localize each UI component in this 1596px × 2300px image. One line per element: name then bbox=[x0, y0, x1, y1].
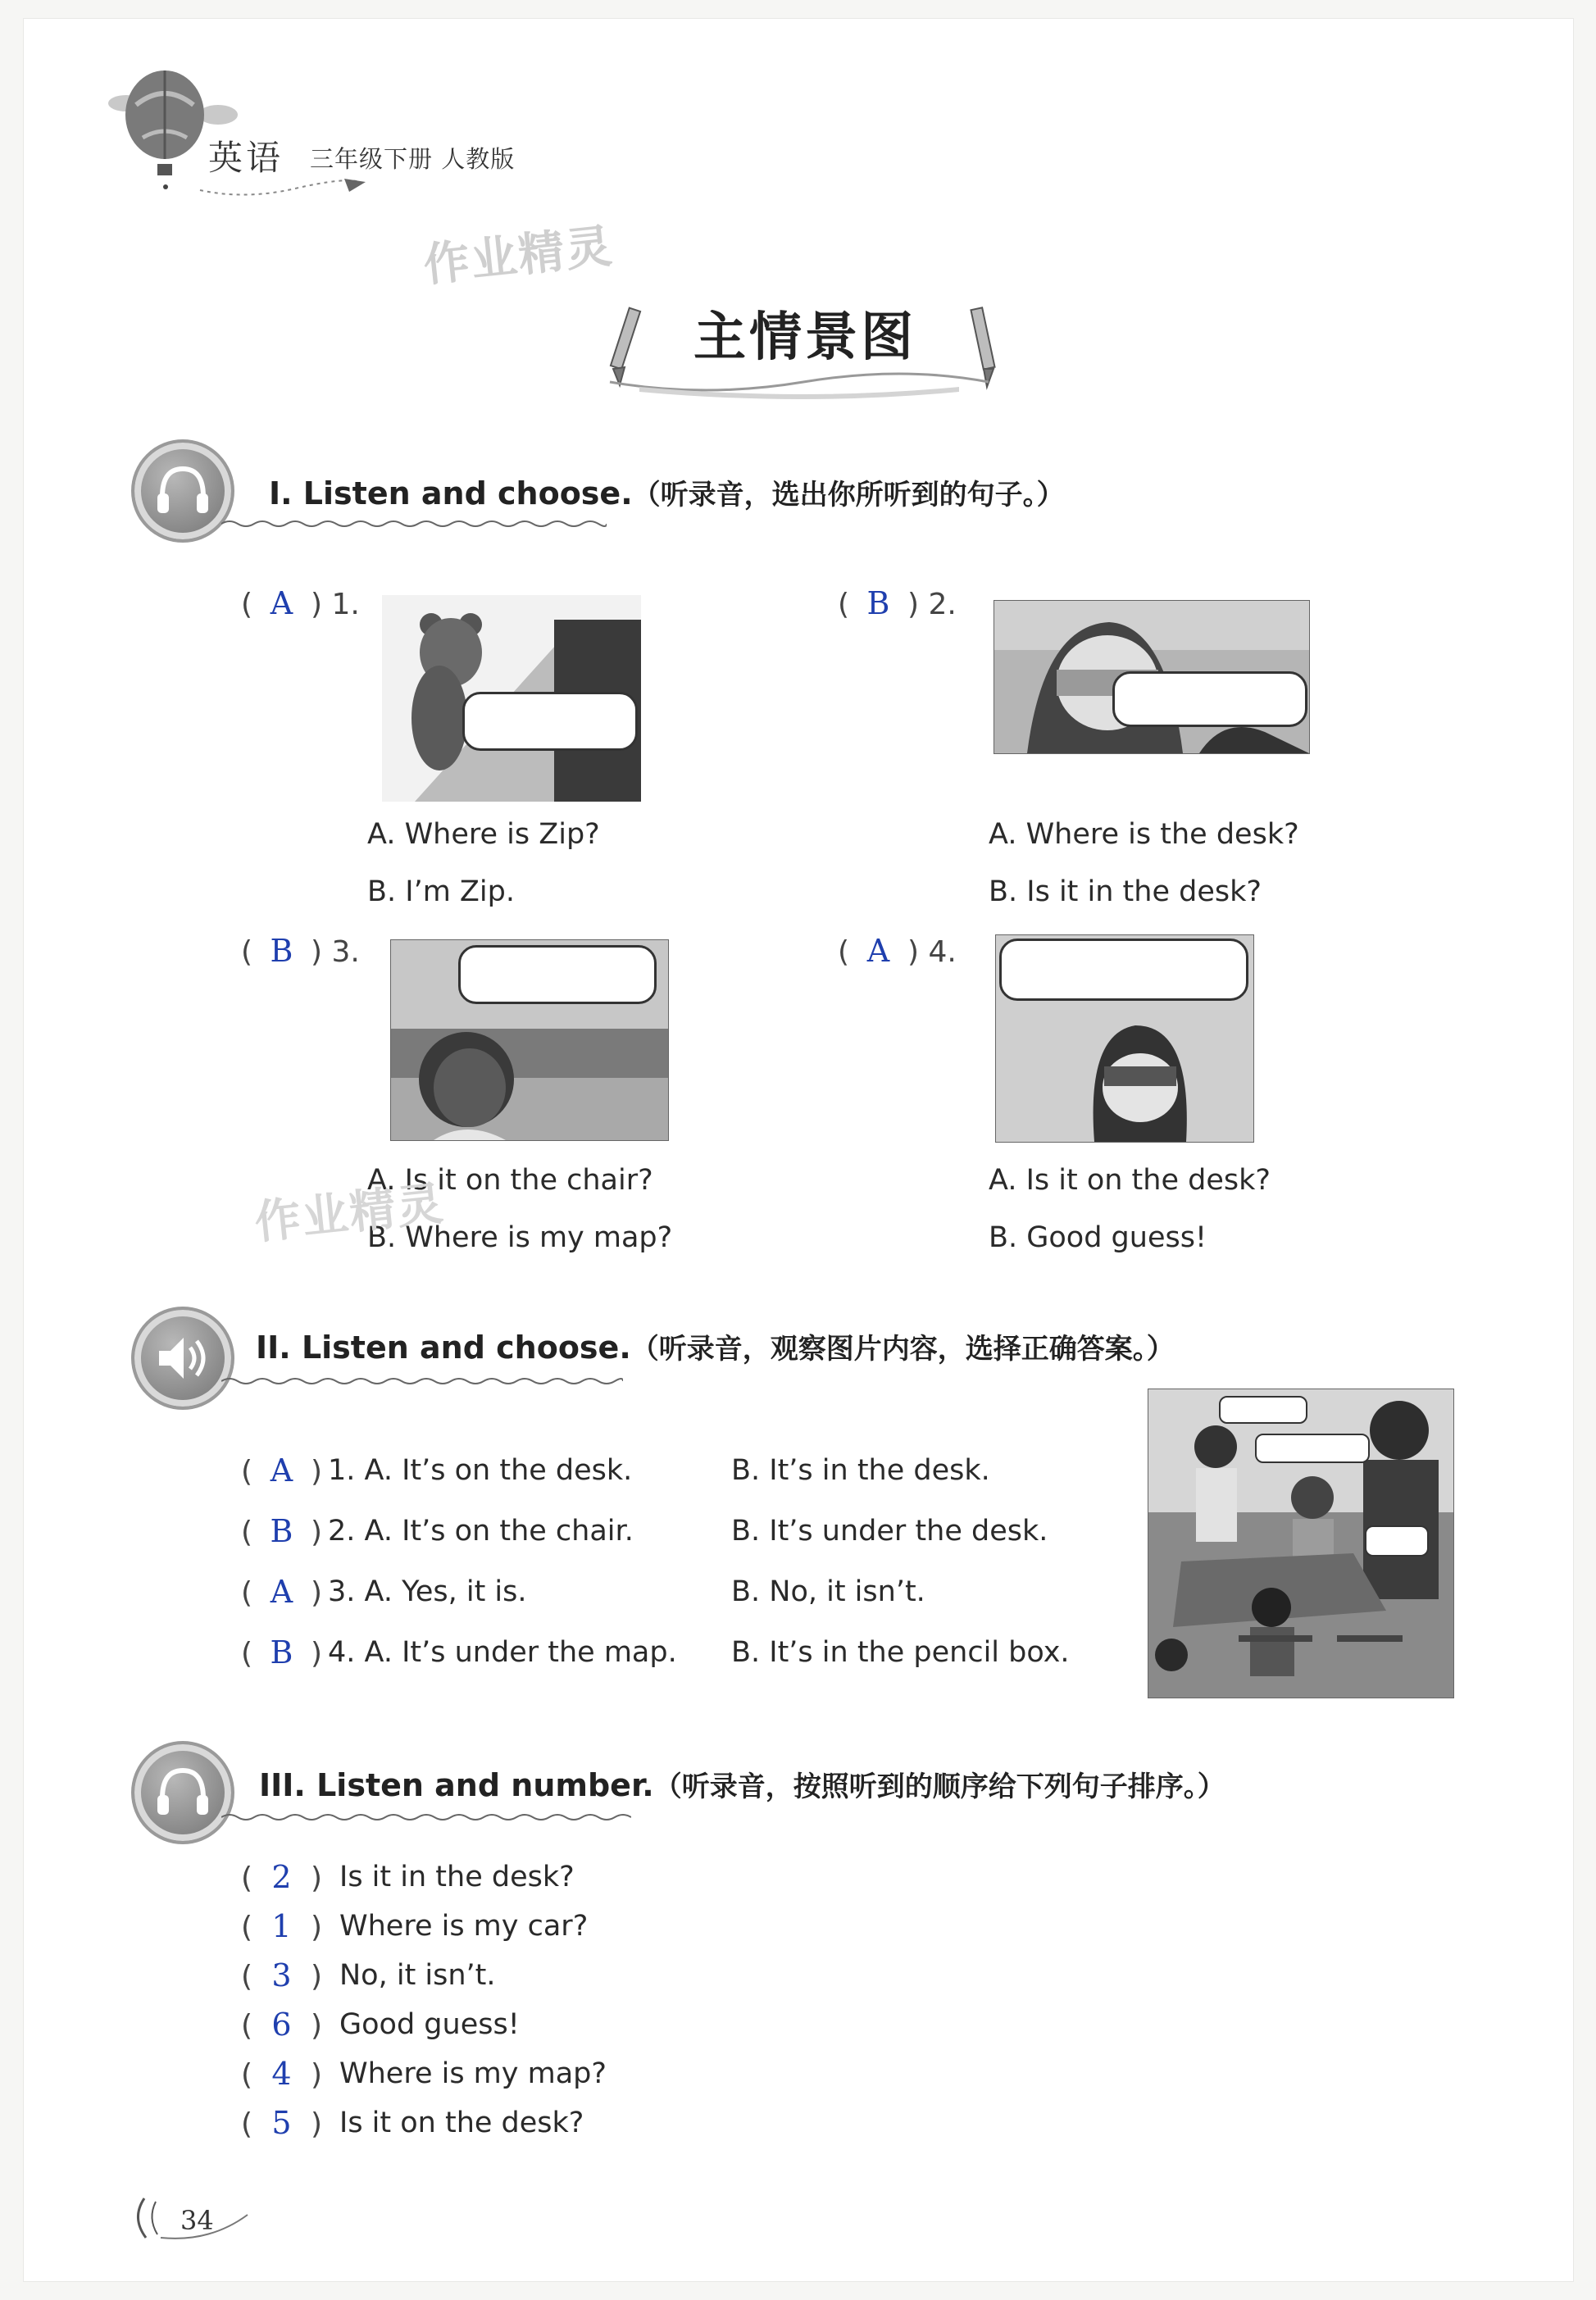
section1-wave-line bbox=[221, 516, 607, 526]
s1-q4-picture bbox=[995, 934, 1254, 1143]
s1-q2-option-b: B. Is it in the desk? bbox=[989, 875, 1262, 908]
s3-item6-text: Is it on the desk? bbox=[339, 2107, 584, 2139]
s1-q3-answer-slot[interactable]: ( B ) 3. bbox=[241, 933, 360, 969]
s3-item3-answer: 3 bbox=[271, 1957, 292, 1993]
s1-q2-answer: B bbox=[866, 585, 890, 621]
s3-item5-answer: 4 bbox=[271, 2056, 292, 2092]
s1-q2-speech-bubble bbox=[1112, 671, 1307, 727]
main-title: 主情景图 bbox=[693, 307, 916, 368]
s3-item6-answer: 5 bbox=[271, 2105, 292, 2141]
header-dotted-line bbox=[197, 175, 369, 200]
s3-item2-text: Where is my car? bbox=[339, 1910, 589, 1943]
s1-q3-option-b: B. Where is my map? bbox=[367, 1221, 673, 1254]
s1-q3-picture bbox=[390, 939, 669, 1141]
s3-item2-answer-slot[interactable]: ( 1 ) bbox=[241, 1908, 322, 1944]
subject-title: 英语 bbox=[208, 138, 284, 178]
section2-title bbox=[256, 1326, 1175, 1366]
s2-bubble-2 bbox=[1255, 1434, 1370, 1463]
s2-q3-answer-slot[interactable]: ( A ) bbox=[241, 1574, 322, 1610]
section2-title-en: II. Listen and choose. bbox=[256, 1330, 631, 1366]
s3-item4-answer-slot[interactable]: ( 6 ) bbox=[241, 2007, 322, 2043]
section3-wave-line bbox=[221, 1810, 631, 1820]
s1-q1-number: 1. bbox=[331, 588, 360, 621]
page-number: 34 bbox=[180, 2205, 214, 2236]
section2-wave-line bbox=[221, 1374, 623, 1384]
s1-q4-option-a: A. Is it on the desk? bbox=[989, 1164, 1271, 1197]
s1-q2-number: 2. bbox=[928, 588, 957, 621]
s1-q4-answer: A bbox=[866, 933, 890, 969]
s1-q1-option-b: B. I’m Zip. bbox=[367, 875, 515, 908]
s2-bubble-1 bbox=[1219, 1396, 1307, 1424]
s2-q1-option-b: B. It’s in the desk. bbox=[731, 1454, 990, 1487]
s3-item5-text: Where is my map? bbox=[339, 2057, 607, 2090]
s1-q3-option-a: A. Is it on the chair? bbox=[367, 1164, 653, 1197]
s2-q4-option-b: B. It’s in the pencil box. bbox=[731, 1636, 1070, 1669]
s1-q2-answer-slot[interactable]: ( B ) 2. bbox=[838, 585, 957, 621]
s2-q4-option-a: 4. A. It’s under the map. bbox=[328, 1636, 677, 1669]
section1-title-en: I. Listen and choose. bbox=[269, 475, 633, 511]
s1-q1-answer: A bbox=[270, 585, 293, 621]
s2-q4-answer: B bbox=[270, 1634, 293, 1670]
s1-q4-number: 4. bbox=[928, 935, 957, 969]
s1-q3-answer: B bbox=[270, 933, 293, 969]
section1-title bbox=[269, 472, 1065, 512]
section3-title bbox=[259, 1764, 1225, 1804]
s1-q2-option-a: A. Where is the desk? bbox=[989, 818, 1299, 851]
s2-q2-answer: B bbox=[270, 1513, 293, 1549]
s3-item1-answer: 2 bbox=[271, 1859, 292, 1895]
section2-title-zh: （听录音，观察图片内容，选择正确答案。） bbox=[630, 1333, 1175, 1366]
s2-q1-answer-slot[interactable]: ( A ) bbox=[241, 1452, 322, 1489]
s1-q4-speech-bubble bbox=[999, 939, 1248, 1001]
s1-q1-speech-bubble bbox=[462, 692, 638, 751]
headphones-icon bbox=[131, 439, 234, 543]
s3-item4-text: Good guess! bbox=[339, 2008, 520, 2041]
s3-item5-answer-slot[interactable]: ( 4 ) bbox=[241, 2056, 322, 2092]
s3-item6-answer-slot[interactable]: ( 5 ) bbox=[241, 2105, 322, 2141]
s3-item3-text: No, it isn’t. bbox=[339, 1959, 496, 1992]
s2-q3-option-b: B. No, it isn’t. bbox=[731, 1575, 925, 1608]
s3-item3-answer-slot[interactable]: ( 3 ) bbox=[241, 1957, 322, 1993]
s1-q4-option-b: B. Good guess! bbox=[989, 1221, 1207, 1254]
s1-q1-answer-slot[interactable]: ( A ) 1. bbox=[241, 585, 360, 621]
s2-q2-option-a: 2. A. It’s on the chair. bbox=[328, 1515, 634, 1548]
s2-q1-option-a: 1. A. It’s on the desk. bbox=[328, 1454, 633, 1487]
s2-q2-answer-slot[interactable]: ( B ) bbox=[241, 1513, 322, 1549]
s2-bubble-3 bbox=[1365, 1525, 1429, 1557]
section1-title-zh: （听录音，选出你所听到的句子。） bbox=[632, 479, 1065, 511]
s2-q3-option-a: 3. A. Yes, it is. bbox=[328, 1575, 527, 1608]
s2-q2-option-b: B. It’s under the desk. bbox=[731, 1515, 1048, 1548]
watermark-text: 作业精灵 bbox=[421, 220, 616, 293]
section3-title-zh: （听录音，按照听到的顺序给下列句子排序。） bbox=[653, 1770, 1225, 1803]
watermark-text-2: 作业精灵 bbox=[252, 1177, 448, 1250]
s3-item4-answer: 6 bbox=[271, 2007, 292, 2043]
s3-item1-text: Is it in the desk? bbox=[339, 1861, 575, 1893]
s3-item2-answer: 1 bbox=[271, 1908, 292, 1944]
s2-q3-answer: A bbox=[270, 1574, 293, 1610]
s1-q3-number: 3. bbox=[331, 935, 360, 969]
speaker-icon bbox=[131, 1307, 234, 1410]
s2-classroom-picture bbox=[1148, 1389, 1454, 1698]
headphones-icon bbox=[131, 1741, 234, 1844]
title-ribbon bbox=[607, 366, 992, 402]
s2-q4-answer-slot[interactable]: ( B ) bbox=[241, 1634, 322, 1670]
section3-title-en: III. Listen and number. bbox=[259, 1767, 654, 1803]
s1-q2-picture bbox=[994, 600, 1310, 754]
s1-q3-speech-bubble bbox=[458, 945, 657, 1004]
s1-q1-picture bbox=[382, 595, 641, 802]
s3-item1-answer-slot[interactable]: ( 2 ) bbox=[241, 1859, 322, 1895]
s1-q1-option-a: A. Where is Zip? bbox=[367, 818, 600, 851]
s2-q1-answer: A bbox=[270, 1452, 293, 1489]
grade-edition-label: 三年级下册 人教版 bbox=[310, 145, 516, 173]
s1-q4-answer-slot[interactable]: ( A ) 4. bbox=[838, 933, 957, 969]
